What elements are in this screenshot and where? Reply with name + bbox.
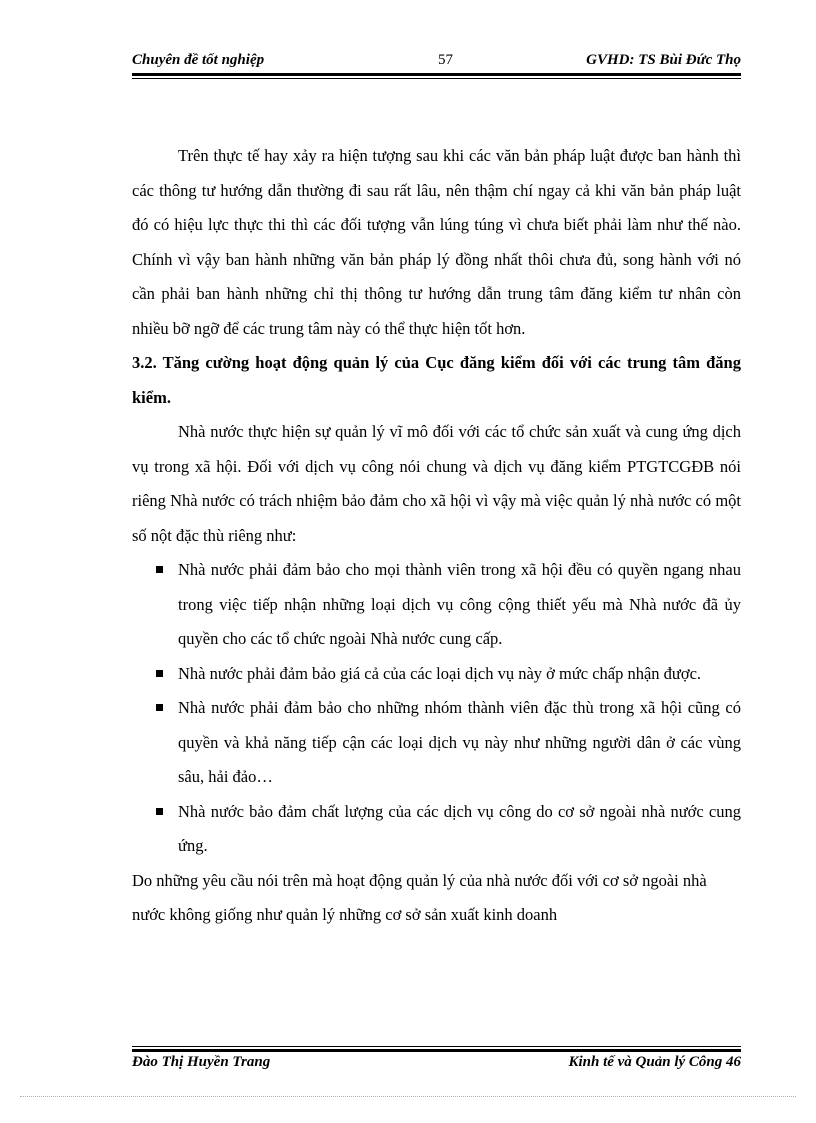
- paragraph-3: Do những yêu cầu nói trên mà hoạt động quản lý của nhà nước đối với cơ sở ngoài nhà nước không giống như quản lý những cơ sở sản xuất kinh doanh: [132, 870, 707, 924]
- header-rule-thick: [132, 73, 741, 76]
- section-heading: 3.2. Tăng cường hoạt động quản lý của Cục đăng kiểm đối với các trung tâm đăng kiểm.: [132, 353, 741, 407]
- footer-department: Kinh tế và Quản lý Công 46: [568, 1054, 741, 1070]
- list-item-text: Nhà nước phải đảm bảo cho mọi thành viên trong xã hội đều có quyền ngang nhau trong việc tiếp nhận những loại dịch vụ công cộng thiết yếu mà Nhà nước đã ủy quyền cho các tổ chức ngoài Nhà nước cung cấp.: [178, 560, 741, 648]
- square-bullet-icon: [156, 704, 163, 711]
- header-document-title: Chuyên đề tốt nghiệp: [132, 52, 265, 68]
- list-item-text: Nhà nước bảo đảm chất lượng của các dịch vụ công do cơ sở ngoài nhà nước cung ứng.: [178, 801, 741, 855]
- list-item: [132, 553, 741, 657]
- paragraph-2: Nhà nước thực hiện sự quản lý vĩ mô đối với các tổ chức sản xuất và cung ứng dịch vụ trong xã hội. Đối với dịch vụ công nói chung và dịch vụ đăng kiểm PTGTCGĐB nói riêng Nhà nước có trách nhiệm bảo đảm cho xã hội vì vậy mà việc quản lý nhà nước có một số nột đặc thù riêng như:: [132, 422, 741, 545]
- list-item-text: Nhà nước phải đảm bảo giá cả của các loại dịch vụ này ở mức chấp nhận được.: [178, 663, 702, 683]
- bullet-list: [132, 553, 741, 864]
- paragraph-1: Trên thực tế hay xảy ra hiện tượng sau khi các văn bản pháp luật được ban hành thì các thông tư hướng dẫn thường đi sau rất lâu, nên thậm chí ngay cả khi văn bản pháp luật đó có hiệu lực thực thi thì các đối tượng vẫn lúng túng vì chưa biết phải làm như thế nào. Chính vì vậy ban hành những văn bản pháp lý đồng nhất thôi chưa đủ, song hành với nó cần phải ban hành những chỉ thị thông tư hướng dẫn trung tâm đăng kiểm tư nhân còn nhiều bỡ ngỡ để các trung tâm này có thể thực hiện tốt hơn.: [132, 146, 741, 338]
- square-bullet-icon: [156, 566, 163, 573]
- square-bullet-icon: [156, 670, 163, 677]
- header-rule-thin: [132, 78, 741, 79]
- footer-rule-thin: [132, 1046, 741, 1047]
- page-header: [132, 52, 741, 74]
- header-supervisor: GVHD: TS Bùi Đức Thọ: [586, 52, 741, 68]
- page-number: 57: [438, 52, 453, 68]
- footer-author: Đào Thị Huyền Trang: [132, 1054, 271, 1070]
- list-item-text: Nhà nước phải đảm bảo cho những nhóm thành viên đặc thù trong xã hội cũng có quyền và khả năng tiếp cận các loại dịch vụ này như những người dân ở các vùng sâu, hải đảo…: [178, 698, 741, 786]
- list-item: [132, 795, 741, 864]
- page-bottom-border: [20, 1096, 796, 1097]
- footer-rule-thick: [132, 1049, 741, 1052]
- list-item: [132, 657, 741, 692]
- page-footer: [132, 1054, 741, 1076]
- square-bullet-icon: [156, 808, 163, 815]
- page-body: [132, 139, 741, 933]
- list-item: [132, 691, 741, 795]
